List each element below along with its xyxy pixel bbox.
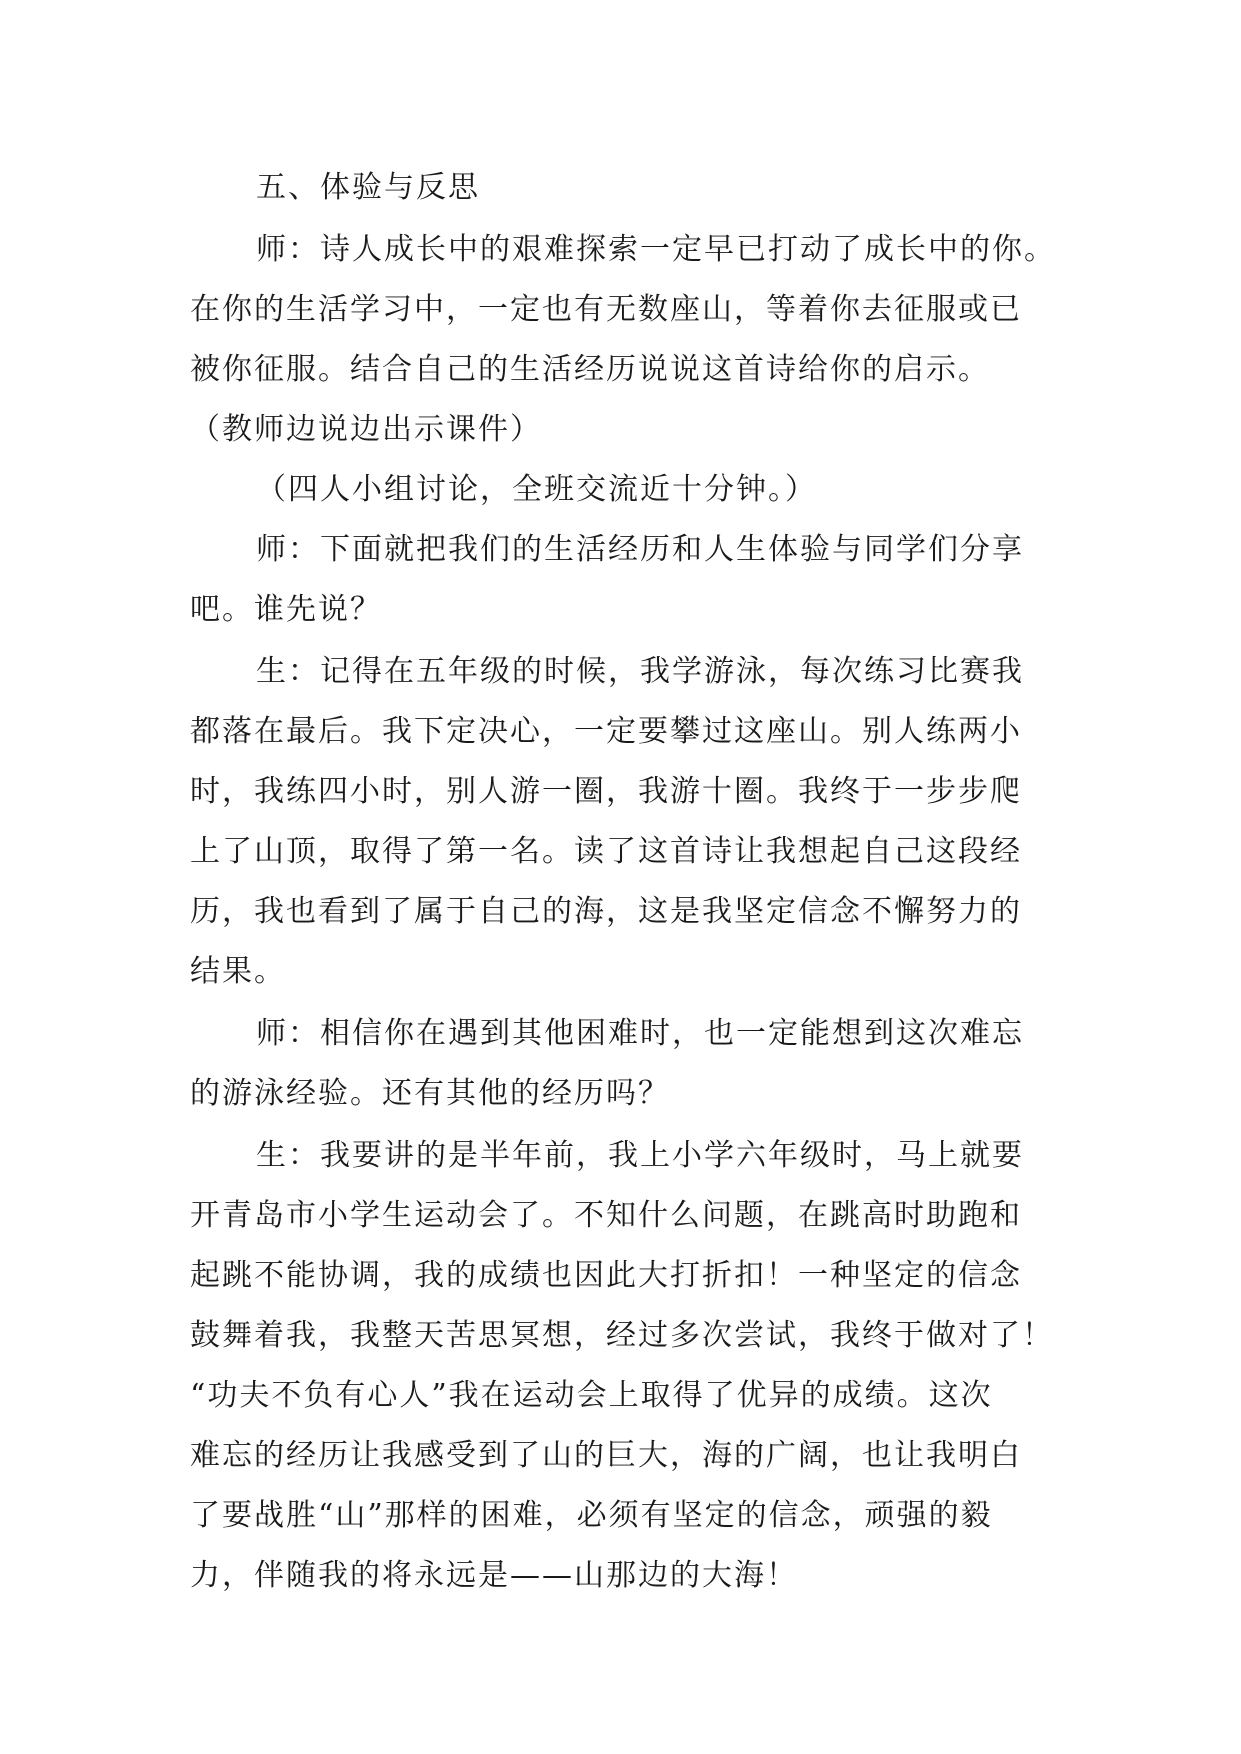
text-line: 生：记得在五年级的时候，我学游泳，每次练习比赛我 (256, 654, 1024, 689)
text-line: 历，我也看到了属于自己的海，这是我坚定信念不懈努力的 (190, 894, 1022, 929)
text-line: 师：诗人成长中的艰难探索一定早已打动了成长中的你。 (256, 232, 1056, 267)
text-line: 师：下面就把我们的生活经历和人生体验与同学们分享 (256, 532, 1024, 567)
text-line: 的游泳经验。还有其他的经历吗？ (190, 1076, 670, 1111)
text-line: 上了山顶，取得了第一名。读了这首诗让我想起自己这段经 (190, 834, 1022, 869)
text-line: 被你征服。结合自己的生活经历说说这首诗给你的启示。 (190, 352, 990, 387)
text-line: 力，伴随我的将永远是——山那边的大海！ (190, 1558, 798, 1593)
section-heading: 五、体验与反思 (256, 170, 480, 205)
text-line: 在你的生活学习中，一定也有无数座山，等着你去征服或已 (190, 292, 1022, 327)
text-line: 难忘的经历让我感受到了山的巨大，海的广阔，也让我明白 (190, 1438, 1022, 1473)
text-line: 生：我要讲的是半年前，我上小学六年级时，马上就要 (256, 1138, 1024, 1173)
text-line: 都落在最后。我下定决心，一定要攀过这座山。别人练两小 (190, 714, 1022, 749)
text-line: 起跳不能协调，我的成绩也因此大打折扣！一种坚定的信念 (190, 1258, 1022, 1293)
text-line: 了要战胜“山”那样的困难，必须有坚定的信念，顽强的毅 (190, 1498, 993, 1533)
text-line: 师：相信你在遇到其他困难时，也一定能想到这次难忘 (256, 1016, 1024, 1051)
text-line: 吧。谁先说？ (190, 592, 382, 627)
text-line: “功夫不负有心人”我在运动会上取得了优异的成绩。这次 (190, 1378, 993, 1413)
text-line: 时，我练四小时，别人游一圈，我游十圈。我终于一步步爬 (190, 774, 1022, 809)
text-line: （四人小组讨论，全班交流近十分钟。） (256, 472, 817, 507)
text-line: 结果。 (190, 954, 286, 989)
text-line: （教师边说边出示课件） (190, 412, 542, 447)
text-line: 鼓舞着我，我整天苦思冥想，经过多次尝试，我终于做对了！ (190, 1318, 1054, 1353)
text-line: 开青岛市小学生运动会了。不知什么问题，在跳高时助跑和 (190, 1198, 1022, 1233)
